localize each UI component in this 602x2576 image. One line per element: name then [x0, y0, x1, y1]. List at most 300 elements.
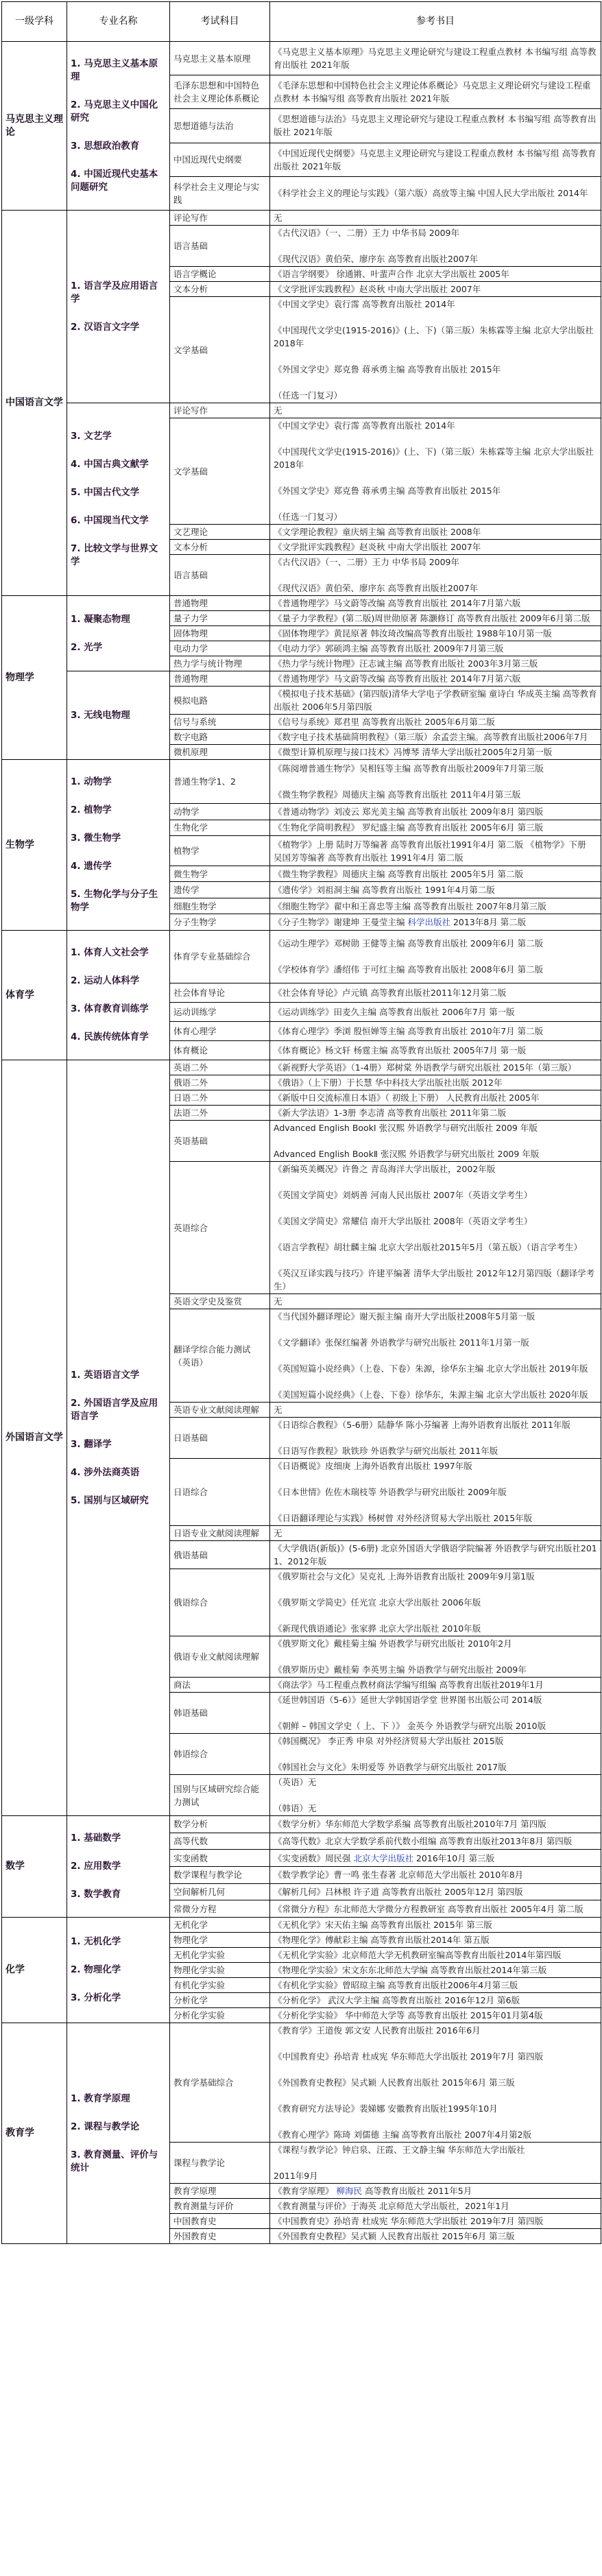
major-item: 4. 民族传统体育学 [71, 1031, 149, 1042]
book-entry: 《中国现代文学史(1915-2016)》(上、下)（第三版）朱栋霖等主编 北京大学出版社2018年 [274, 325, 594, 348]
book-entry: 《日本世情》佐佐木瑞枝等 外语教学与研究出版社 2009年版 [274, 1487, 507, 1497]
subject-cell: 微机原理 [170, 745, 270, 760]
books-cell [270, 1075, 601, 1090]
books-cell [270, 267, 601, 282]
subject-cell: 文本分析 [170, 540, 270, 555]
books-cell [270, 1948, 601, 1963]
book-entry: 《有机化学实验》曾昭琼主编 高等教育出版社2006年4月第三版 [274, 1980, 518, 1990]
books-cell [270, 418, 601, 525]
subject-cell: 教育学基础综合 [170, 2023, 270, 2143]
books-cell [270, 1678, 601, 1693]
book-entry: 《俄语》（上下册）于长慧 华中科技大学出版社出版 2012年 [274, 1077, 503, 1088]
books-cell [270, 1569, 601, 1636]
books-cell [270, 1833, 601, 1850]
subject-cell: 体育概论 [170, 1040, 270, 1060]
books-cell [270, 983, 601, 1002]
books-cell [270, 1459, 601, 1526]
book-entry: 《普通物理学》马文蔚等改编 高等教育出版社 2014年7月第六版 [274, 673, 521, 684]
book-entry: 《中国文学史》袁行霈 高等教育出版社 2014年 [274, 299, 455, 309]
subject-cell: 评论写作 [170, 403, 270, 418]
books-cell [270, 745, 601, 760]
book-entry: 无 [274, 1296, 282, 1307]
subject-cell: 日语专业文献阅读理解 [170, 1526, 270, 1541]
major-item: 4. 中国古典文献学 [71, 459, 149, 470]
books-cell [270, 42, 601, 75]
subject-cell: 思想道德与法治 [170, 109, 270, 143]
books-cell [270, 297, 601, 403]
table-row [2, 931, 601, 983]
major-item: 1. 教育学原理 [71, 2092, 130, 2104]
publisher-link[interactable]: 柳海民 [336, 2186, 362, 2196]
major-item: 3. 体育教育训练学 [71, 1003, 149, 1014]
major-item: 2. 物理化学 [71, 1964, 121, 1975]
subject-cell: 英语二外 [170, 1060, 270, 1075]
books-cell [270, 671, 601, 687]
books-cell [270, 1900, 601, 1918]
book-entry: 《古代汉语》（一、二册）王力 中华书局 2009年 [274, 228, 460, 238]
table-row [2, 1918, 601, 1933]
book-entry: 《文学批评实践教程》赵炎秋 中南大学出版社 2007年 [274, 542, 481, 552]
book-entry: 《数学分析》华东师范大学数学系编 高等教育出版社2010年7月 第四版 [274, 1819, 546, 1830]
major-item: 6. 中国现当代文学 [71, 515, 149, 526]
discipline-cell: 中国语言文学 [2, 211, 67, 596]
book-entry: 《无机化学》宋天佑主编 高等教育出版社 2015年 第三版 [274, 1920, 492, 1930]
books-cell [270, 1816, 601, 1833]
table-row [2, 760, 601, 804]
subject-cell: 数学课程与教学论 [170, 1866, 270, 1883]
book-entry: 无 [274, 213, 282, 223]
book-entry: 《美国短篇小说经典》（上卷、下卷）徐华东，朱源主编 北京大学出版社 2020年版 [274, 1390, 588, 1400]
book-entry: 《常微分方程》东北师范大学微分方程教研室 高等教育出版社 2005年4月 第二版 [274, 1903, 583, 1914]
majors-cell [67, 931, 170, 1060]
book-entry: 《日语翻译理论与实践》杨树曾 对外经济贸易大学出版社 2015年版 [274, 1513, 533, 1523]
book-entry: 《教育测量与评价》于海英 北京师范大学出版社，2021年1月 [274, 2201, 509, 2211]
majors-cell [67, 211, 170, 403]
book-entry: 《分析化学实验》 华中师范大学等 高等教育出版社 2015年01月第4版 [274, 2010, 543, 2020]
subject-cell: 物理化学 [170, 1933, 270, 1948]
book-entry: 《俄罗斯历史》戴桂菊 李英男主编 外语教学与研究出版社 2009年 [274, 1665, 527, 1675]
books-cell [270, 1090, 601, 1106]
majors-cell [67, 403, 170, 596]
subject-cell: 常微分方程 [170, 1900, 270, 1918]
subject-cell: 微生物学 [170, 866, 270, 882]
subject-cell: 法语二外 [170, 1106, 270, 1121]
table-row [2, 2023, 601, 2143]
subject-cell: 细胞生物学 [170, 898, 270, 914]
subject-cell: 英语专业文献阅读理解 [170, 1403, 270, 1418]
books-cell [270, 804, 601, 820]
book-entry: 《植物学》上册 陆时万等编著 高等教育出版社1991年4月 第二版 《植物学》下册 吴国芳等编著 高等教育出版社 1991年4月 第二版 [274, 839, 586, 863]
major-item: 1. 基础数学 [71, 1833, 121, 1844]
subject-cell: 生物化学 [170, 820, 270, 836]
books-cell [270, 1418, 601, 1459]
subject-cell: 英语基础 [170, 1121, 270, 1162]
books-cell [270, 931, 601, 983]
table-row [2, 42, 601, 75]
major-item: 1. 马克思主义基本原理 [71, 58, 158, 82]
book-text: 高等教育出版社 2011年5月 [362, 2186, 472, 2196]
book-entry: 《马克思主义基本原理》马克思主义理论研究与建设工程重点教材 本书编写组 高等教育出版社 2021年版 [274, 47, 597, 71]
subject-cell: 高等代数 [170, 1833, 270, 1850]
books-cell [270, 914, 601, 931]
books-cell [270, 143, 601, 176]
book-entry: 《无机化学实验》北京师范大学无机教研室编高等教育出版社2014年第四版 [274, 1950, 562, 1960]
book-entry: 《新编英美概况》许鲁之 青岛海洋大学出版社，2002年版 [274, 1164, 496, 1174]
book-entry: 《商法学》马工程重点教材商法学编写组编 高等教育出版社2019年1月 [274, 1680, 544, 1690]
book-entry: 《新视野大学英语》（1-4册）郑树棠 外语教学与研究出版社 2015年（第三版） [274, 1062, 577, 1073]
book-entry: 《遗传学》刘祖洞主编 高等教育出版社 1991年4月第二版 [274, 885, 495, 896]
book-entry: 《量子力学教程》(第二版)周世勋原著 陈灏修订 高等教育出版社 2009年6月第二版 [274, 613, 590, 623]
book-entry: 《普通物理学》马文蔚等改编 高等教育出版社 2014年7月第六版 [274, 598, 521, 608]
major-item: 3. 分析化学 [71, 1992, 121, 2003]
book-entry: 《美国文学简史》常耀信 南开大学出版社 2008年（英语文学考生） [274, 1216, 533, 1226]
book-entry: 《运动训练学》田麦久主编 高等教育出版社 2006年7月 第一版 [274, 1006, 515, 1017]
books-cell [270, 730, 601, 745]
books-cell [270, 1060, 601, 1075]
discipline-cell: 外国语言文学 [2, 1060, 67, 1816]
majors-cell [67, 596, 170, 671]
major-item: 3. 无线电物理 [71, 709, 130, 721]
book-entry: 《朝鲜 – 韩国文学史（ 上、下 ）》 金英今 外语教学与研究出版 2010版 [274, 1721, 546, 1731]
subject-cell: 实变函数 [170, 1850, 270, 1867]
subject-cell: 俄语基础 [170, 1541, 270, 1569]
major-item: 2. 汉语言文字学 [71, 321, 140, 333]
book-entry: 《中国教育史》孙培青 杜成宪 华东师范大学出版社 2019年7月 第四版 [274, 2051, 544, 2062]
books-cell [270, 176, 601, 210]
book-entry: 2011年9月 [274, 2171, 318, 2181]
books-cell [270, 1106, 601, 1121]
majors-cell [67, 1816, 170, 1918]
book-entry: 《体育概论》杨文轩 杨霆主编 高等教育出版社 2005年7月 第一版 [274, 1045, 527, 1056]
book-entry: 《英国文学简史》刘炳善 河南人民出版社 2007年（英语文学考生） [274, 1190, 533, 1200]
books-cell [270, 1636, 601, 1678]
book-entry: 《外国教育史教程》吴式颖 人民教育出版社 2015年6月 第三版 [274, 2077, 515, 2088]
publisher-link[interactable]: 科学出版社 [407, 917, 450, 928]
books-cell [270, 555, 601, 596]
books-cell [270, 882, 601, 898]
subject-cell: 数字电路 [170, 730, 270, 745]
books-cell [270, 75, 601, 109]
book-entry: 《中国教育史》孙培青 杜成宪 华东师范大学出版社 2019年7月 第四版 [274, 2216, 544, 2226]
major-item: 3. 教育测量、评价与统计 [71, 2149, 158, 2173]
book-entry: 《英国短篇小说经典》（上卷、下卷）朱源，徐华东主编 北京大学出版社 2019年版 [274, 1363, 588, 1374]
books-cell [270, 1850, 601, 1867]
header-major: 专业名称 [67, 2, 170, 42]
book-entry: 《科学社会主义的理论与实践》（第六版）高放等主编 中国人民大学出版社 2014年 [274, 188, 588, 199]
major-item: 5. 中国古代文学 [71, 487, 140, 498]
major-item: 3. 数学教育 [71, 1889, 121, 1900]
subject-cell: 物理化学实验 [170, 1963, 270, 1978]
publisher-link[interactable]: 北京大学出版社 [353, 1852, 413, 1863]
major-item: 1. 凝聚态物理 [71, 613, 130, 625]
major-item: 1. 体育人文社会学 [71, 947, 149, 958]
subject-cell: 日语基础 [170, 1418, 270, 1459]
books-cell [270, 1002, 601, 1021]
subject-cell: 普通物理 [170, 596, 270, 611]
book-entry: 《数学教学论》曹一鸣 张生春著 北京师范大学出版社 2010年8月 [274, 1870, 524, 1881]
book-entry: 《教育研究方法导论》裴娣娜 安徽教育出版社1995年10月 [274, 2103, 498, 2114]
majors-cell [67, 2023, 170, 2244]
table-body [2, 42, 601, 2244]
books-cell [270, 540, 601, 555]
discipline-cell: 物理学 [2, 596, 67, 760]
book-entry: 《文学理论教程》童庆炳主编 高等教育出版社 2008年 [274, 527, 481, 537]
subject-cell: 运动训练学 [170, 1002, 270, 1021]
book-entry: 《物理化学》傅献彩主编 高等教育出版社2014年 第五版 [274, 1935, 490, 1945]
subject-cell: 遗传学 [170, 882, 270, 898]
subject-cell: 体育心理学 [170, 1021, 270, 1040]
book-entry: 《俄罗斯文化》戴桂菊主编 外语教学与研究出版社 2010年2月 [274, 1638, 512, 1649]
subject-cell: 数学分析 [170, 1816, 270, 1833]
table-row [2, 1816, 601, 1833]
subject-cell: 马克思主义基本原理 [170, 42, 270, 75]
subject-cell: 韩语综合 [170, 1734, 270, 1775]
book-entry: 《固体物理学》黄昆原著 韩汝琦改编高等教育出版社 1988年10月第一版 [274, 628, 552, 639]
major-item: 4. 中国近现代史基本问题研究 [71, 169, 158, 193]
subject-cell: 语言基础 [170, 226, 270, 267]
table-row [2, 1060, 601, 1075]
books-cell [270, 760, 601, 804]
book-entry: 《微型计算机原理与接口技术》冯博琴 清华大学出版社2005年2月第一版 [274, 747, 553, 757]
subject-cell: 毛泽东思想和中国特色社会主义理论体系概论 [170, 75, 270, 109]
major-item: 3. 思想政治教育 [71, 141, 140, 152]
books-cell [270, 1162, 601, 1294]
major-item: 5. 国别与区域研究 [71, 1494, 149, 1506]
books-cell [270, 2214, 601, 2229]
books-cell [270, 211, 601, 226]
book-entry: 无 [274, 1528, 282, 1538]
subject-cell: 中国教育史 [170, 2214, 270, 2229]
book-entry: 《日语写作教程》耿铁珍 外语教学与研究出版社 2011年版 [274, 1446, 498, 1456]
book-entry: 《语言学纲要》 徐通锵、叶蜚声合作 北京大学出版社 2005年 [274, 269, 509, 279]
discipline-cell: 教育学 [2, 2023, 67, 2244]
books-cell [270, 641, 601, 656]
book-entry: 《细胞生物学》翟中和王喜忠等主编 高等教育出版社 2007年8月第三版 [274, 901, 546, 911]
book-text: 2013年8月 第二版 [450, 917, 527, 928]
book-entry: 《外国文学史》郑克鲁 蒋承勇主编 高等教育出版社 2015年 [274, 364, 501, 374]
book-entry: 《思想道德与法治》马克思主义理论研究与建设工程重点教材 本书编写组 高等教育出版社 2021年版 [274, 114, 597, 138]
book-entry: 《外国教育史教程》吴式颖 人民教育出版社 2015年6月 第三版 [274, 2231, 515, 2241]
subject-cell: 植物学 [170, 836, 270, 866]
discipline-cell: 化学 [2, 1918, 67, 2023]
books-cell [270, 282, 601, 297]
book-entry: 《新版中日交流标准日本语》（ 初级上下册） 人民教育出版社 2005年 [274, 1093, 540, 1103]
books-cell [270, 2023, 601, 2143]
book-entry: （任选一门复习） [274, 512, 343, 522]
books-cell [270, 1963, 601, 1978]
books-cell [270, 1040, 601, 1060]
subject-cell: 分析化学实验 [170, 2008, 270, 2023]
table-header-row [2, 2, 601, 42]
majors-cell [67, 42, 170, 211]
books-cell [270, 836, 601, 866]
header-discipline: 一级学科 [2, 2, 67, 42]
majors-cell [67, 760, 170, 931]
book-entry: 《高等代数》北京大学数学系前代数小组编 高等教育出版社2013年8月 第四版 [274, 1835, 573, 1846]
major-item: 4. 遗传学 [71, 861, 112, 872]
book-entry: 《陈阅增普通生物学》吴相钰等主编 高等教育出版社2009年7月第三版 [274, 763, 544, 774]
discipline-cell: 生物学 [2, 760, 67, 931]
book-entry: 《英汉互译实践与技巧》许建平编著 清华大学出版社 2012年12月第四版（翻译学考生） [274, 1268, 595, 1291]
books-cell [270, 1883, 601, 1900]
subject-cell: 模拟电路 [170, 687, 270, 715]
book-entry: 《热力学与统计物理》汪志诚主编 高等教育出版社 2003年3月第三版 [274, 658, 538, 669]
books-cell [270, 898, 601, 914]
book-entry: 《教育学》王道俊 郭文安 人民教育出版社 2016年6月 [274, 2025, 481, 2036]
book-text: 2016年10月 第三版 [413, 1852, 495, 1863]
subject-cell: 固体物理 [170, 626, 270, 641]
subject-cell: 电动力学 [170, 641, 270, 656]
book-entry: 《新大学法语》1-3册 李志清 高等教育出版社 2011年第二版 [274, 1108, 507, 1118]
subject-cell: 国别与区域研究综合能力测试 [170, 1775, 270, 1816]
books-cell [270, 1993, 601, 2008]
book-entry: 《文学批评实践教程》赵炎秋 中南大学出版社 2007年 [274, 284, 481, 294]
major-item: 3. 翻译学 [71, 1438, 112, 1450]
book-entry [274, 1852, 597, 1865]
books-cell [270, 1866, 601, 1883]
subject-cell: 教育学原理 [170, 2184, 270, 2199]
book-text: 《分子生物学》谢建坤 王曼莹主编 [274, 917, 408, 928]
book-entry: 《电动力学》郭硕鸿主编 高等教育出版社 2009年7月第三版 [274, 643, 504, 654]
book-entry: 《学校体育学》潘绍伟 于可红主编 高等教育出版社 2008年6月 第二版 [274, 964, 544, 975]
subject-cell: 评论写作 [170, 211, 270, 226]
book-entry: 《俄罗斯文学简史》任光宣 北京大学出版社 2006年版 [274, 1597, 481, 1608]
subject-cell: 空间解析几何 [170, 1883, 270, 1900]
major-item: 2. 马克思主义中国化研究 [71, 99, 158, 123]
major-item: 1. 英语语言文学 [71, 1369, 140, 1381]
major-item: 2. 光学 [71, 641, 103, 653]
books-cell [270, 687, 601, 715]
subject-cell: 有机化学实验 [170, 1978, 270, 1993]
subject-cell: 翻译学综合能力测试（英语） [170, 1309, 270, 1403]
major-item: 5. 生物化学与分子生物学 [71, 889, 158, 913]
subject-cell: 商法 [170, 1678, 270, 1693]
major-item: 2. 应用数学 [71, 1861, 121, 1872]
book-entry: 《数字电子技术基础简明教程》（第三版）余孟尝主编。高等教育出版社2006年7月 [274, 732, 588, 742]
book-entry: 《微生物学教程》周德庆主编 高等教育出版社 2011年4月第三版 [274, 789, 521, 800]
book-entry: 《俄罗斯社会与文化》吴克礼 上海外语教育出版社 2009年9月第1版 [274, 1571, 535, 1582]
book-entry: 《新现代俄语通论》张家骅 北京大学出版社 2010年版 [274, 1623, 481, 1634]
subject-cell: 普通物理 [170, 671, 270, 687]
book-entry: 《分析化学》 武汉大学主编 高等教育出版社 2016年12月 第6版 [274, 1995, 520, 2005]
book-entry: （英语）无 [274, 1777, 317, 1787]
book-entry [274, 2184, 597, 2197]
book-entry: （任选一门复习） [274, 390, 343, 401]
books-cell [270, 1526, 601, 1541]
book-entry: 《中国文学史》袁行霈 高等教育出版社 2014年 [274, 420, 455, 431]
majors-cell [67, 1918, 170, 2023]
books-cell [270, 2199, 601, 2214]
reference-books-table [1, 1, 601, 2244]
major-item: 1. 动物学 [71, 776, 112, 787]
books-cell [270, 1403, 601, 1418]
major-item: 2. 植物学 [71, 804, 112, 815]
table-row [2, 596, 601, 611]
subject-cell: 英语文学史及鉴赏 [170, 1294, 270, 1309]
books-cell [270, 1121, 601, 1162]
books-cell [270, 1978, 601, 1993]
book-entry: 《模拟电子技术基础》(第四版)清华大学电子学教研室编 童诗白 华成英主编 高等教育出版社 2006年5月第四版 [274, 689, 597, 712]
book-entry: 《毛泽东思想和中国特色社会主义理论体系概论》马克思主义理论研究与建设工程重点教材 本书编写组 高等教育出版社 2021年版 [274, 80, 591, 104]
book-entry: 《微生物学教程》周德庆主编 高等教育出版社 2005年5月 第二版 [274, 868, 524, 879]
major-item: 7. 比较文学与世界文学 [71, 543, 158, 567]
subject-cell: 文学基础 [170, 418, 270, 525]
header-subject: 考试科目 [170, 2, 270, 42]
subject-cell: 语言基础 [170, 555, 270, 596]
book-entry: Advanced English BookⅠ 张汉熙 外语教学与研究出版社 2009 年版 [274, 1123, 538, 1133]
table-row [2, 671, 601, 687]
book-entry: 《解析几何》吕林根 许子道 高等教育出版社 2005年12月 第四版 [274, 1886, 523, 1897]
book-entry: 《现代汉语》黄伯荣、廖序东 高等教育出版社2007年 [274, 254, 479, 264]
books-cell [270, 109, 601, 143]
subject-cell: 教育测量与评价 [170, 2199, 270, 2214]
book-entry: 《外国文学史》郑克鲁 蒋承勇主编 高等教育出版社 2015年 [274, 486, 501, 496]
subject-cell: 外国教育史 [170, 2229, 270, 2244]
subject-cell: 分析化学 [170, 1993, 270, 2008]
subject-cell: 课程与教学论 [170, 2143, 270, 2184]
books-cell [270, 820, 601, 836]
subject-cell: 俄语二外 [170, 1075, 270, 1090]
major-item: 1. 语言学及应用语言学 [71, 280, 158, 305]
table-row [2, 403, 601, 418]
subject-cell: 中国近现代史纲要 [170, 143, 270, 176]
books-cell [270, 1021, 601, 1040]
major-item: 3. 文艺学 [71, 431, 112, 442]
subject-cell: 科学社会主义理论与实践 [170, 176, 270, 210]
books-cell [270, 1918, 601, 1933]
subject-cell: 量子力学 [170, 611, 270, 626]
subject-cell: 语言学概论 [170, 267, 270, 282]
subject-cell: 社会体育导论 [170, 983, 270, 1002]
book-entry: 《延世韩国语（5-6）》延世大学韩国语学堂 世界图书出版公司 2014版 [274, 1695, 542, 1705]
subject-cell: 文艺理论 [170, 525, 270, 540]
books-cell [270, 1734, 601, 1775]
book-entry: （韩语）无 [274, 1803, 317, 1813]
book-entry: 《韩国社会与文化》朱明爱等 外语教学与研究出版社 2017版 [274, 1762, 507, 1772]
majors-cell [67, 671, 170, 760]
book-entry: 《现代汉语》黄伯荣、廖序东 高等教育出版社2007年 [274, 583, 479, 593]
header-books: 参考书目 [270, 2, 601, 42]
majors-cell [67, 1060, 170, 1816]
subject-cell: 韩语基础 [170, 1693, 270, 1734]
books-cell [270, 2143, 601, 2184]
books-cell [270, 1294, 601, 1309]
book-entry: 《课程与教学论》钟启泉、汪霞、王文静主编 华东师范大学出版社 [274, 2145, 525, 2155]
books-cell [270, 403, 601, 418]
discipline-cell: 马克思主义理论 [2, 42, 67, 211]
books-cell [270, 611, 601, 626]
subject-cell: 日语二外 [170, 1090, 270, 1106]
books-cell [270, 2008, 601, 2023]
subject-cell: 无机化学实验 [170, 1948, 270, 1963]
book-entry: 《教育心理学》陈琦 刘儒德 主编 高等教育出版社 2007年4月第2版 [274, 2130, 532, 2140]
subject-cell: 文本分析 [170, 282, 270, 297]
book-entry: 《当代国外翻译理论》谢天振主编 南开大学出版社2008年5月第一版 [274, 1311, 535, 1322]
books-cell [270, 596, 601, 611]
major-item: 1. 无机化学 [71, 1936, 121, 1947]
subject-cell: 信号与系统 [170, 715, 270, 730]
book-entry: 《古代汉语》（一、二册）王力 中华书局 2009年 [274, 557, 460, 567]
major-item: 2. 运动人体科学 [71, 975, 140, 986]
book-entry: Advanced English BookⅡ 张汉熙 外语教学与研究出版社 2009 年版 [274, 1149, 540, 1159]
subject-cell: 动物学 [170, 804, 270, 820]
book-entry: 《体育心理学》季浏 殷恒婵等主编 高等教育出版社 2010年7月 第二版 [274, 1025, 544, 1036]
book-entry: 《中国近现代史纲要》马克思主义理论研究与建设工程重点教材 本书编写组 高等教育出版社 2021年版 [274, 147, 597, 171]
books-cell [270, 226, 601, 267]
books-cell [270, 1775, 601, 1816]
books-cell [270, 1541, 601, 1569]
subject-cell: 英语综合 [170, 1162, 270, 1294]
